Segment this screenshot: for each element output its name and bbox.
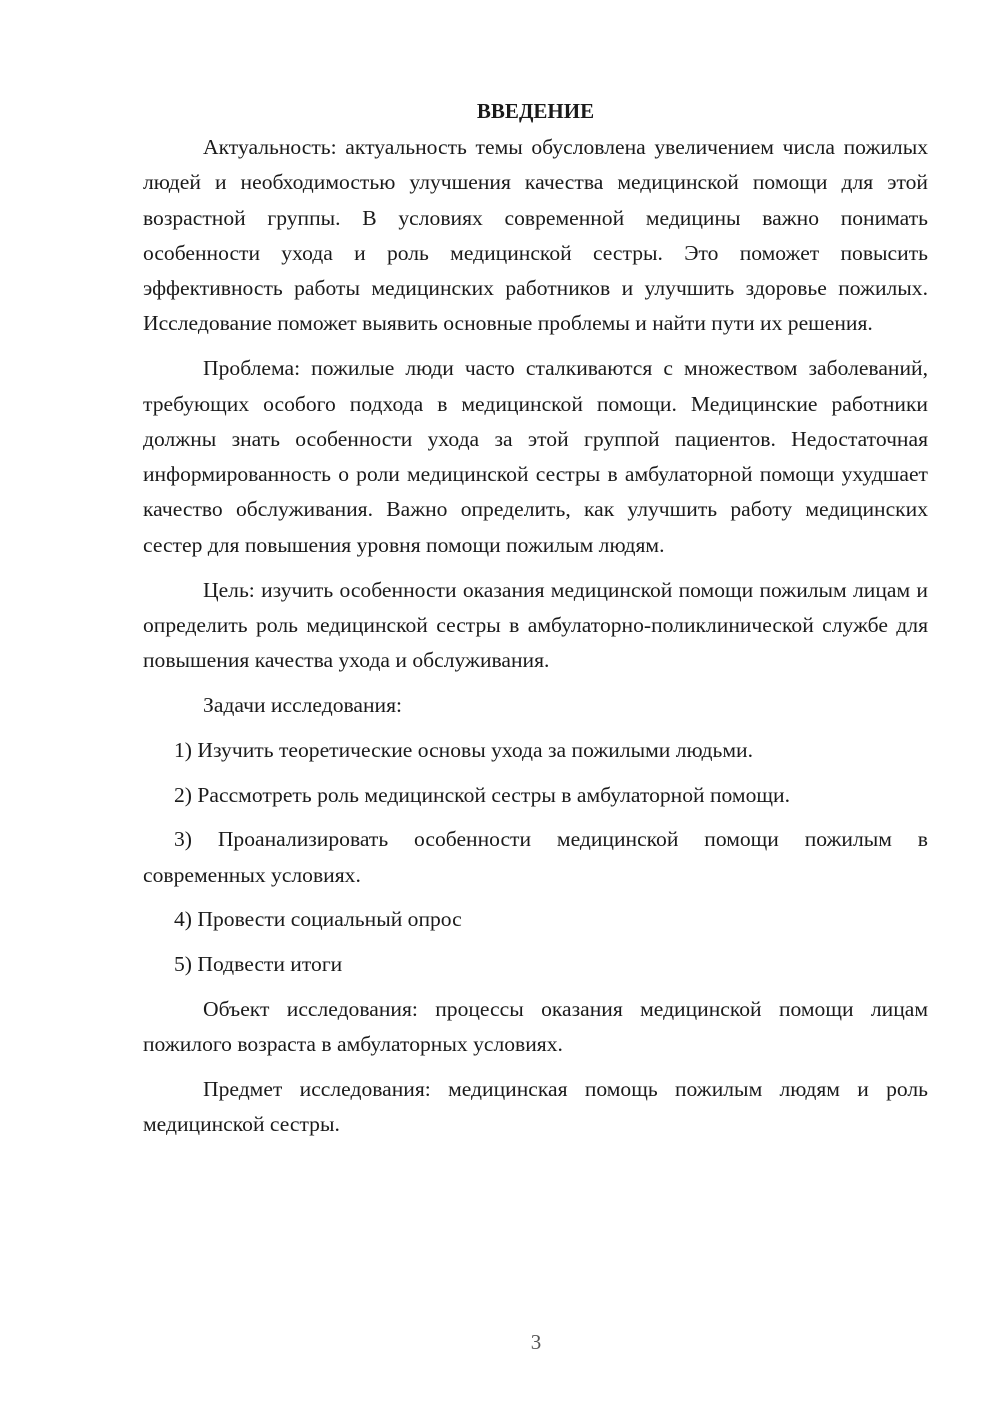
document-page — [143, 94, 928, 1152]
relevance-paragraph: Актуальность: актуальность темы обусловлена увеличением числа пожилых людей и необходимостью улучшения качества медицинской помощи для этой возрастной группы. В условиях современной медицины важно понимать особенности ухода и роль медицинской сестры. Это поможет повысить эффективность работы медицинских работников и улучшить здоровье пожилых. Исследование поможет выявить основные проблемы и найти пути их решения. — [143, 135, 928, 336]
subject-paragraph: Предмет исследования: медицинская помощь пожилым людям и роль медицинской сестры. — [143, 1077, 928, 1137]
tasks-title: Задачи исследования: — [203, 692, 403, 717]
task-item: 2) Рассмотреть роль медицинской сестры в амбулаторной помощи. — [174, 782, 790, 807]
task-item: 1) Изучить теоретические основы ухода за пожилыми людьми. — [174, 737, 754, 762]
page-number: 3 — [530, 1330, 542, 1354]
goal-paragraph: Цель: изучить особенности оказания медицинской помощи пожилым лицам и определить роль медицинской сестры в амбулаторно-поликлинической службе для повышения качества ухода и обслуживания. — [143, 577, 928, 673]
task-item: 4) Провести социальный опрос — [174, 907, 462, 932]
task-item: 5) Подвести итоги — [174, 952, 343, 977]
task-item: 3) Проанализировать особенности медицинской помощи пожилым в современных условиях. — [143, 827, 928, 887]
problem-paragraph: Проблема: пожилые люди часто сталкиваются с множеством заболеваний, требующих особого подхода в медицинской помощи. Медицинские работники должны знать особенности ухода за этой группой пациентов. Недостаточная информированность о роли медицинской сестры в амбулаторной помощи ухудшает качество обслуживания. Важно определить, как улучшить работу медицинских сестер для повышения уровня помощи пожилым людям. — [143, 356, 928, 557]
page-title: ВВЕДЕНИЕ — [476, 99, 595, 123]
object-paragraph: Объект исследования: процессы оказания медицинской помощи лицам пожилого возраста в амбулаторных условиях. — [143, 997, 928, 1057]
